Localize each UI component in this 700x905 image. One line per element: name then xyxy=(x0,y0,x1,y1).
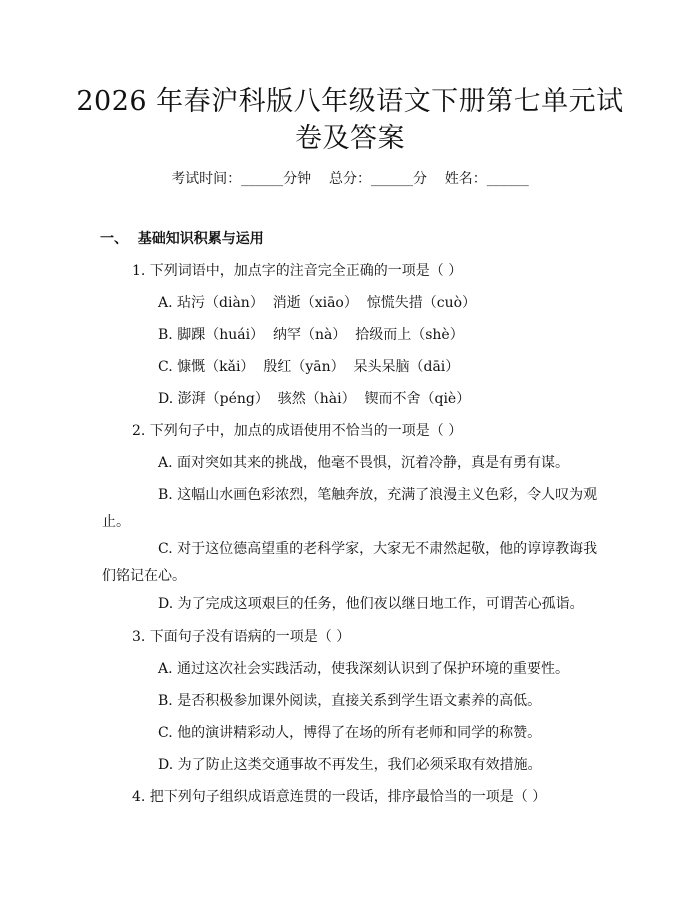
document-title-line-2: 卷及答案 xyxy=(295,123,405,154)
question-2-option-b: B. 这幅山水画色彩浓烈，笔触奔放，充满了浪漫主义色彩，令人叹为观止。 xyxy=(102,487,598,530)
question-1-option-a: A. 玷污（diàn） 消逝（xiāo） 惊慌失措（cuò） xyxy=(158,295,477,311)
exam-info-line: 考试时间：______分钟 总分：______分 姓名：______ xyxy=(171,171,529,187)
question-2-option-d: D. 为了完成这项艰巨的任务，他们夜以继日地工作，可谓苦心孤诣。 xyxy=(158,596,584,612)
question-1-option-d: D. 澎湃（péng） 骇然（hài） 锲而不舍（qiè） xyxy=(158,391,471,407)
question-2-option-c: C. 对于这位德高望重的老科学家，大家无不肃然起敬，他的谆谆教诲我们铭记在心。 xyxy=(102,541,598,584)
question-3-option-c: C. 他的演讲精彩动人，博得了在场的所有老师和同学的称赞。 xyxy=(158,725,542,741)
document-title-line-1: 2026 年春沪科版八年级语文下册第七单元试 xyxy=(76,86,624,117)
question-3-option-a: A. 通过这次社会实践活动，使我深刻认识到了保护环境的重要性。 xyxy=(158,661,570,677)
question-1-option-b: B. 脚踝（huái） 纳罕（nà） 拾级而上（shè） xyxy=(158,327,464,343)
question-1-option-c: C. 慷慨（kǎi） 殷红（yān） 呆头呆脑（dāi） xyxy=(158,359,460,375)
question-3-option-d: D. 为了防止这类交通事故不再发生，我们必须采取有效措施。 xyxy=(158,757,542,773)
question-2-stem: 2. 下列句子中，加点的成语使用不恰当的一项是（ ） xyxy=(132,423,463,439)
question-2-option-a: A. 面对突如其来的挑战，他毫不畏惧，沉着冷静，真是有勇有谋。 xyxy=(158,455,570,471)
question-1-stem: 1. 下列词语中，加点字的注音完全正确的一项是（ ） xyxy=(132,263,463,279)
section-heading-basic-knowledge: 一、 基础知识积累与运用 xyxy=(100,231,264,247)
question-3-stem: 3. 下面句子没有语病的一项是（ ） xyxy=(132,629,351,645)
question-3-option-b: B. 是否积极参加课外阅读，直接关系到学生语文素养的高低。 xyxy=(158,693,542,709)
question-4-stem: 4. 把下列句子组织成语意连贯的一段话，排序最恰当的一项是（ ） xyxy=(132,789,547,805)
